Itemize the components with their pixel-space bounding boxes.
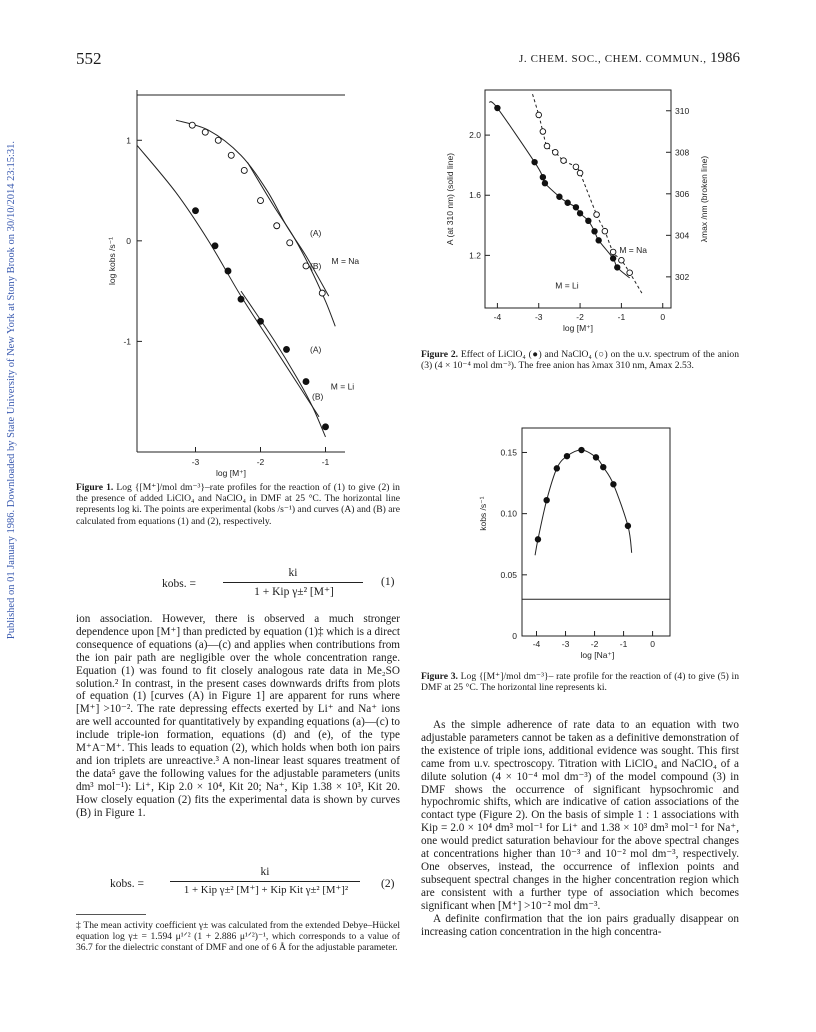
equation-2-lhs: kobs. = <box>110 878 144 890</box>
na-broken-line <box>533 94 643 293</box>
curve-label-a-li: (A) <box>310 344 322 355</box>
x-tick-label: -1 <box>617 312 626 322</box>
x-tick-label: -1 <box>321 457 330 467</box>
data-point <box>544 497 550 503</box>
li-data-point <box>614 265 620 271</box>
li-data-point <box>557 194 563 200</box>
equation-2-number: (2) <box>381 878 395 890</box>
na-data-point <box>274 223 280 229</box>
data-point <box>554 466 560 472</box>
y2-tick-label: 302 <box>675 271 690 282</box>
y-axis-label: log kobs /s⁻¹ <box>107 237 117 285</box>
li-data-point <box>495 105 501 111</box>
x-tick-label: -4 <box>532 639 541 649</box>
x-tick-label: -2 <box>576 312 584 322</box>
na-data-point <box>573 164 579 170</box>
na-data-point <box>536 112 542 118</box>
x-tick-label: -2 <box>590 639 599 649</box>
equation-1-numerator: ki <box>288 567 298 579</box>
y-tick-label: 0.05 <box>500 569 517 580</box>
li-data-point <box>542 180 548 186</box>
figure-2-caption: Figure 2. Effect of LiClO₄ (●) and NaClO₄ (○) on the u.v. spectrum of the anion (3) (4 × 10⁻⁴ mol dm⁻³). The free anion has λmax 310 nm, Amax 2.53. <box>421 349 739 372</box>
figure-1 <box>70 80 370 480</box>
li-data-point <box>212 243 218 249</box>
paragraph: A definite confirmation that the ion pairs gradually disappear on increasing cation concentration in the high concentra- <box>421 912 739 938</box>
series-label-li: M = Li <box>555 280 579 291</box>
x-tick-label: -3 <box>191 457 200 467</box>
y2-tick-label: 306 <box>675 188 690 199</box>
li-data-point <box>596 238 602 244</box>
y-axis-label-right: λmax /nm (broken line) <box>699 155 709 243</box>
na-data-point <box>202 129 208 135</box>
running-head: J. CHEM. SOC., CHEM. COMMUN., 1986 <box>519 50 740 66</box>
page-number: 552 <box>76 49 102 68</box>
paragraph: As the simple adherence of rate data to an equation with two adjustable parameters cannot be taken as a definitive demonstration of the existence of triple ions, additional evidence was sought. This first came from u.v. spectroscopy. Titration with LiClO₄ and NaClO₄ of a dilute solution (4 × 10⁻⁴ mol dm⁻³) of the model compound (3) in DMF shows the occurrence of significant hypsochromic and hypochromic shifts, which are indicative of cation associations of the contact type (Figure 2). On the basis of simple 1 : 1 associations with Kip = 2.0 × 10⁴ dm³ mol⁻¹ for Li⁺ and 1.38 × 10³ dm³ mol⁻¹ for Na⁺, one would predict saturation behaviour for the above spectral changes at concentrations higher than 10⁻³ and 10⁻² mol dm⁻³, respectively. One observes, instead, the occurrence of inflexion points and subsequent spectral changes in the higher concentration region which are consistent with a further type of association which becomes significant when [M⁺] >10⁻² mol dm⁻³. <box>421 719 739 912</box>
figure-3-caption: Figure 3. Log {[M⁺]/mol dm⁻³}– rate profile for the reaction of (4) to give (5) in DMF at 25 °C. The horizontal line represents ki. <box>421 671 739 694</box>
li-data-point <box>586 218 592 224</box>
series-label-li: M = Li <box>330 381 355 392</box>
footnote: ‡ The mean activity coefficient γ± was calculated from the extended Debye–Hückel equation log γ± = 1.594 μ¹ᐟ² (1 + 2.886 μ¹ᐟ²)⁻¹, which corresponds to a value of 36.7 for the dielectric constant of DMF and one of 6 Å for the adjustable parameter. <box>76 920 400 953</box>
na-data-point <box>627 270 633 276</box>
na-data-point <box>561 158 567 164</box>
equation-1-number: (1) <box>381 576 395 588</box>
li-solid-line <box>489 102 630 278</box>
equation-1-lhs: kobs. = <box>162 578 196 590</box>
y-tick-label: 0.15 <box>500 447 517 458</box>
data-point <box>611 481 617 487</box>
fitted-curve <box>535 450 632 555</box>
equation-2-denominator: 1 + Kip γ±² [M⁺] + Kip Kit γ±² [M⁺]² <box>183 884 349 896</box>
paragraph: ion association. However, there is observed a much stronger dependence upon [M⁺] than predicted by equation (1)‡ which is a direct consequence of equations (a)—(c) and applies when contributions from the ion pair path are negligible over the whole concentration range. Equation (1) was found to fit closely analogous rate data in Me₂SO solution.² In contrast, in the present cases downwards drifts from plots of equation (1) [curves (A) in Figure 1] are apparent for runs where [M⁺] >10⁻². The rate depressing effects exerted by Li⁺ and Na⁺ ions are well accounted for quantitatively by expanding equations (a)—(c) to include triple-ion formation, equations (d) and (e), of the type M⁺A⁻M⁺. This leads to equation (2), which holds when both ion pairs and ion triplets are unreactive.³ A non-linear least squares treatment of the data⁵ gave the following values for the adjustable parameters (units dm³ mol⁻¹): Li⁺, Kip 2.0 × 10⁴, Kit 20; Na⁺, Kip 1.38 × 10³, Kit 20. How closely equation (2) fits the experimental data is shown by curves (B) in Figure 1. <box>76 613 400 819</box>
y-tick-label: -1 <box>123 336 131 347</box>
curve-label-b-na: (B) <box>310 260 322 271</box>
data-point <box>593 455 599 461</box>
curve-label-b-li: (B) <box>312 391 324 402</box>
na-data-point <box>303 263 309 269</box>
left-column-text <box>76 613 400 820</box>
equation-2-fraction-bar <box>170 881 360 882</box>
y-tick-label: 0 <box>512 631 517 641</box>
li-data-point <box>303 379 309 385</box>
na-data-point <box>602 228 608 234</box>
li-data-point <box>565 200 571 206</box>
y-axis-label-left: A (at 310 nm) (solid line) <box>445 152 455 246</box>
margin-note: Published on 01 January 1986. Downloaded by State University of New York at Stony Brook on 30/10/2014 23:15:31. <box>6 140 17 640</box>
y-axis-label: kobs /s⁻¹ <box>478 496 488 531</box>
figure-1-caption: Figure 1. Log {[M⁺]/mol dm⁻³}–rate profiles for the reaction of (1) to give (2) in the presence of added LiClO₄ and NaClO₄ in DMF at 25 °C. The horizontal line represents log ki. The points are experimental (kobs /s⁻¹) and curves (A) and (B) are calculated from equations (1) and (2), respectively. <box>76 482 400 527</box>
li-data-point <box>573 204 579 210</box>
x-tick-label: -4 <box>493 312 502 322</box>
y-tick-label: 1.6 <box>469 190 481 201</box>
li-data-point <box>540 174 546 180</box>
na-data-point <box>319 290 325 296</box>
series-label-na: M = Na <box>331 255 360 266</box>
data-point <box>535 537 541 543</box>
li-data-point <box>592 229 598 235</box>
figure-2 <box>430 80 730 342</box>
na-data-point <box>619 257 625 263</box>
li-data-point <box>284 346 290 352</box>
li-data-point <box>532 159 538 165</box>
data-point <box>579 447 585 453</box>
x-tick-label: 0 <box>660 312 666 322</box>
y-tick-label: 0 <box>126 235 131 246</box>
data-point <box>625 523 631 529</box>
li-data-point <box>193 208 199 214</box>
x-tick-label: -2 <box>256 457 265 467</box>
equation-2-numerator: ki <box>260 866 270 878</box>
na-data-point <box>189 122 195 128</box>
x-tick-label: -1 <box>619 639 628 649</box>
series-label-na: M = Na <box>619 244 647 255</box>
y-tick-label: 1.2 <box>469 250 481 261</box>
li-curve-b <box>241 291 326 437</box>
y-tick-label: 0.10 <box>500 508 517 519</box>
y2-tick-label: 310 <box>675 105 690 116</box>
y-tick-label: 1 <box>126 135 131 146</box>
li-data-point <box>258 318 264 324</box>
data-point <box>600 464 606 470</box>
right-column-text <box>421 719 739 938</box>
x-axis-label: log [M⁺] <box>216 468 246 478</box>
data-point <box>564 453 570 459</box>
na-data-point <box>258 198 264 204</box>
li-curve-a <box>137 145 319 417</box>
y-tick-label: 2.0 <box>469 130 481 141</box>
li-data-point <box>225 268 231 274</box>
na-data-point <box>577 170 583 176</box>
li-data-point <box>577 210 583 216</box>
na-data-point <box>228 152 234 158</box>
figure-3 <box>470 420 700 670</box>
na-data-point <box>552 149 558 155</box>
x-axis-label: log [M⁺] <box>563 323 593 333</box>
plot-frame <box>485 90 671 308</box>
na-curve-a <box>176 120 329 296</box>
x-axis-label: log [Na⁺] <box>580 650 615 660</box>
na-data-point <box>241 167 247 173</box>
na-data-point <box>594 212 600 218</box>
x-tick-label: -3 <box>534 312 543 322</box>
curve-label-a-na: (A) <box>310 227 322 238</box>
equation-1-denominator: 1 + Kip γ±² [M⁺] <box>254 586 334 598</box>
li-data-point <box>323 424 329 430</box>
na-data-point <box>540 129 546 135</box>
y2-tick-label: 308 <box>675 147 690 158</box>
na-data-point <box>544 143 550 149</box>
li-data-point <box>610 256 616 262</box>
x-tick-label: 0 <box>650 639 655 649</box>
footnote-rule <box>76 914 146 915</box>
li-data-point <box>238 296 244 302</box>
na-data-point <box>215 137 221 143</box>
y2-tick-label: 304 <box>675 230 690 241</box>
na-data-point <box>610 249 616 255</box>
na-data-point <box>287 240 293 246</box>
x-tick-label: -3 <box>561 639 570 649</box>
equation-1-fraction-bar <box>223 582 363 583</box>
